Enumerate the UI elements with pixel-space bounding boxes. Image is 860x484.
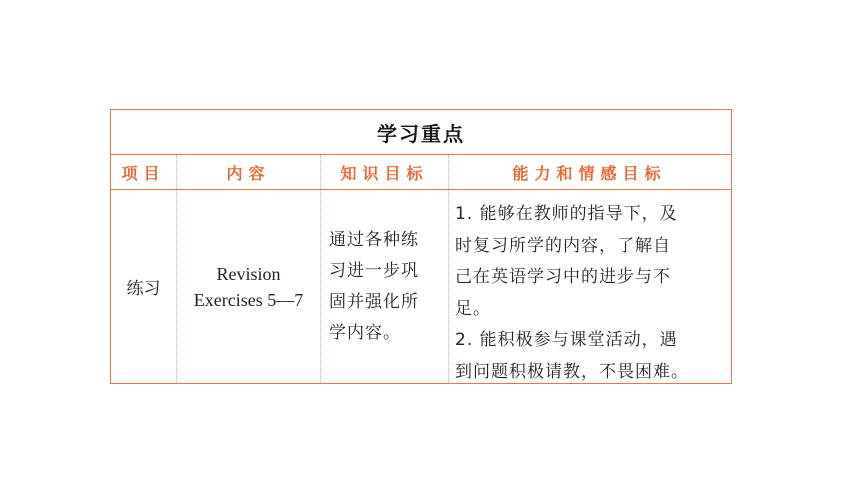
header-item: 项目 [111,155,177,189]
knowledge-line: 固并强化所 [329,291,419,312]
ability-line: 时复习所学的内容，了解自 [455,235,671,256]
knowledge-text [321,225,421,349]
table-header-row [111,155,731,190]
cell-knowledge [321,190,449,383]
cell-content [177,190,321,383]
ability-line: 足。 [455,298,491,319]
content-line: Exercises 5—7 [193,289,304,310]
table-title: 学习重点 [111,110,731,155]
content-line: Revision [216,263,281,284]
cell-content-text [194,261,303,313]
header-knowledge-goal: 知识目标 [321,155,449,189]
table-row [111,190,731,383]
header-content: 内容 [177,155,321,189]
study-focus-table [110,109,732,384]
knowledge-line: 习进一步巩 [329,260,419,281]
knowledge-line: 学内容。 [329,322,401,343]
cell-item-text: 练习 [126,279,161,299]
cell-ability [449,190,730,383]
knowledge-line: 通过各种练 [329,229,419,250]
ability-line: 到问题积极请教，不畏困难。 [455,361,689,382]
cell-item [111,190,177,383]
ability-line: 己在英语学习中的进步与不 [455,267,671,287]
header-ability-goal: 能力和情感目标 [512,163,667,183]
ability-line: 2. 能积极参与课堂活动，遇 [455,330,678,350]
ability-line: 1. 能够在教师的指导下，及 [455,204,678,224]
